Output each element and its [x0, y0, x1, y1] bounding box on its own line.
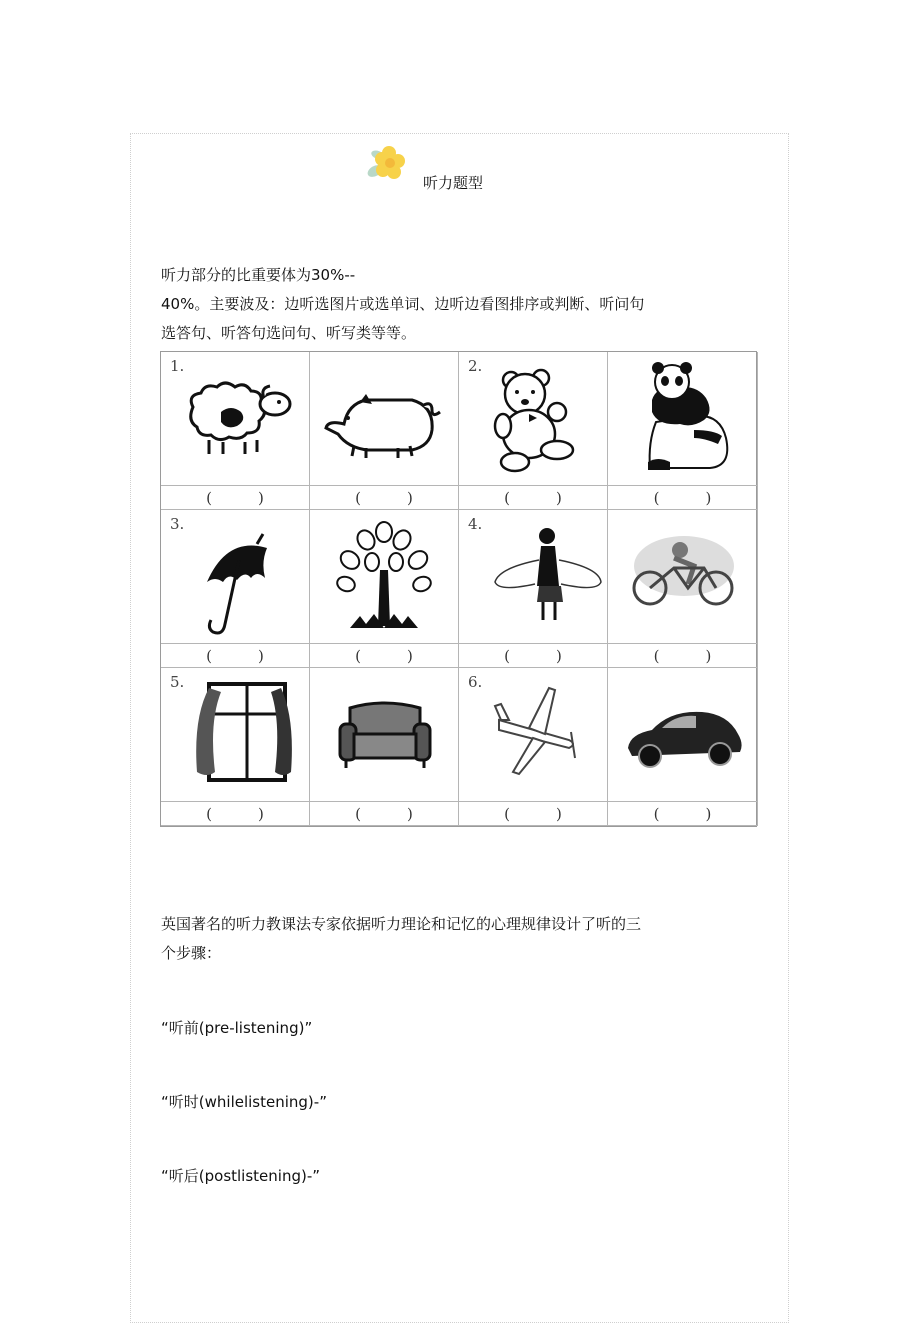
close-paren: ) [556, 804, 562, 823]
picture-cell [608, 668, 758, 802]
answer-cell[interactable] [459, 802, 608, 826]
close-paren: ) [556, 488, 562, 507]
picture-cell [310, 352, 459, 486]
answer-cell[interactable] [310, 486, 459, 510]
picture-cell [161, 510, 310, 644]
picture-cell [459, 668, 608, 802]
open-paren: ( [653, 488, 660, 507]
answer-cell[interactable] [161, 802, 310, 826]
open-paren: ( [504, 646, 510, 665]
open-paren: ( [355, 488, 361, 507]
picture-cell [161, 352, 310, 486]
picture-cell [459, 510, 608, 644]
sheep-icon [161, 352, 309, 486]
answer-cell[interactable] [310, 644, 459, 668]
intro-line: 听力部分的比重要体为30%-- [161, 266, 356, 284]
car-icon [608, 668, 756, 802]
window-icon [161, 668, 309, 802]
question-number: 3. [170, 515, 185, 533]
picture-cell [608, 352, 758, 486]
close-paren: ) [407, 646, 413, 665]
body-line: 英国著名的听力教课法专家依据听力理论和记忆的心理规律设计了听的三 [161, 915, 642, 933]
question-number: 2. [468, 357, 483, 375]
step-while-listening: “听时(whilelistening)-” [161, 1093, 327, 1111]
close-paren: ) [258, 646, 264, 665]
intro-paragraph [161, 261, 644, 348]
open-paren: ( [504, 488, 510, 507]
airplane-icon [459, 668, 607, 802]
open-paren: ( [355, 804, 361, 823]
open-paren: ( [355, 646, 361, 665]
panda-icon [608, 352, 756, 486]
close-paren: ) [407, 804, 413, 823]
close-paren: ) [705, 646, 712, 665]
open-paren: ( [653, 646, 660, 665]
intro-line: 选答句、听答句选问句、听写类等等。 [161, 324, 417, 342]
step-pre-listening: “听前(pre-listening)” [161, 1019, 313, 1037]
girl-jump-rope-icon [459, 510, 607, 644]
answer-cell[interactable] [310, 802, 459, 826]
answer-cell[interactable] [161, 486, 310, 510]
bicycle-icon [608, 510, 756, 644]
open-paren: ( [653, 804, 660, 823]
step-post-listening: “听后(postlistening)-” [161, 1167, 321, 1185]
body-paragraph [161, 910, 641, 968]
answer-cell[interactable] [459, 486, 608, 510]
picture-cell [310, 510, 459, 644]
body-line: 个步骤： [161, 944, 222, 962]
pig-icon [310, 352, 458, 486]
answer-cell[interactable] [459, 644, 608, 668]
answer-cell[interactable] [608, 644, 758, 668]
close-paren: ) [407, 488, 413, 507]
listening-exercise-grid [160, 351, 757, 827]
umbrella-icon [161, 510, 309, 644]
answer-cell[interactable] [161, 644, 310, 668]
question-number: 6. [468, 673, 483, 691]
close-paren: ) [556, 646, 562, 665]
answer-cell[interactable] [608, 486, 758, 510]
close-paren: ) [258, 488, 264, 507]
page-title: 听力题型 [423, 174, 484, 192]
open-paren: ( [206, 488, 212, 507]
answer-cell[interactable] [608, 802, 758, 826]
open-paren: ( [206, 646, 212, 665]
close-paren: ) [258, 804, 264, 823]
open-paren: ( [206, 804, 212, 823]
tree-icon [310, 510, 458, 644]
open-paren: ( [504, 804, 510, 823]
picture-cell [459, 352, 608, 486]
sofa-icon [310, 668, 458, 802]
intro-line: 40%。主要波及：边听选图片或选单词、边听边看图排序或判断、听问句 [161, 295, 645, 313]
flower-icon [365, 143, 409, 183]
question-number: 5. [170, 673, 185, 691]
picture-cell [310, 668, 459, 802]
question-number: 4. [468, 515, 483, 533]
question-number: 1. [170, 357, 185, 375]
close-paren: ) [705, 804, 712, 823]
picture-cell [161, 668, 310, 802]
close-paren: ) [705, 488, 712, 507]
teddy-bear-icon [459, 352, 607, 486]
picture-cell [608, 510, 758, 644]
